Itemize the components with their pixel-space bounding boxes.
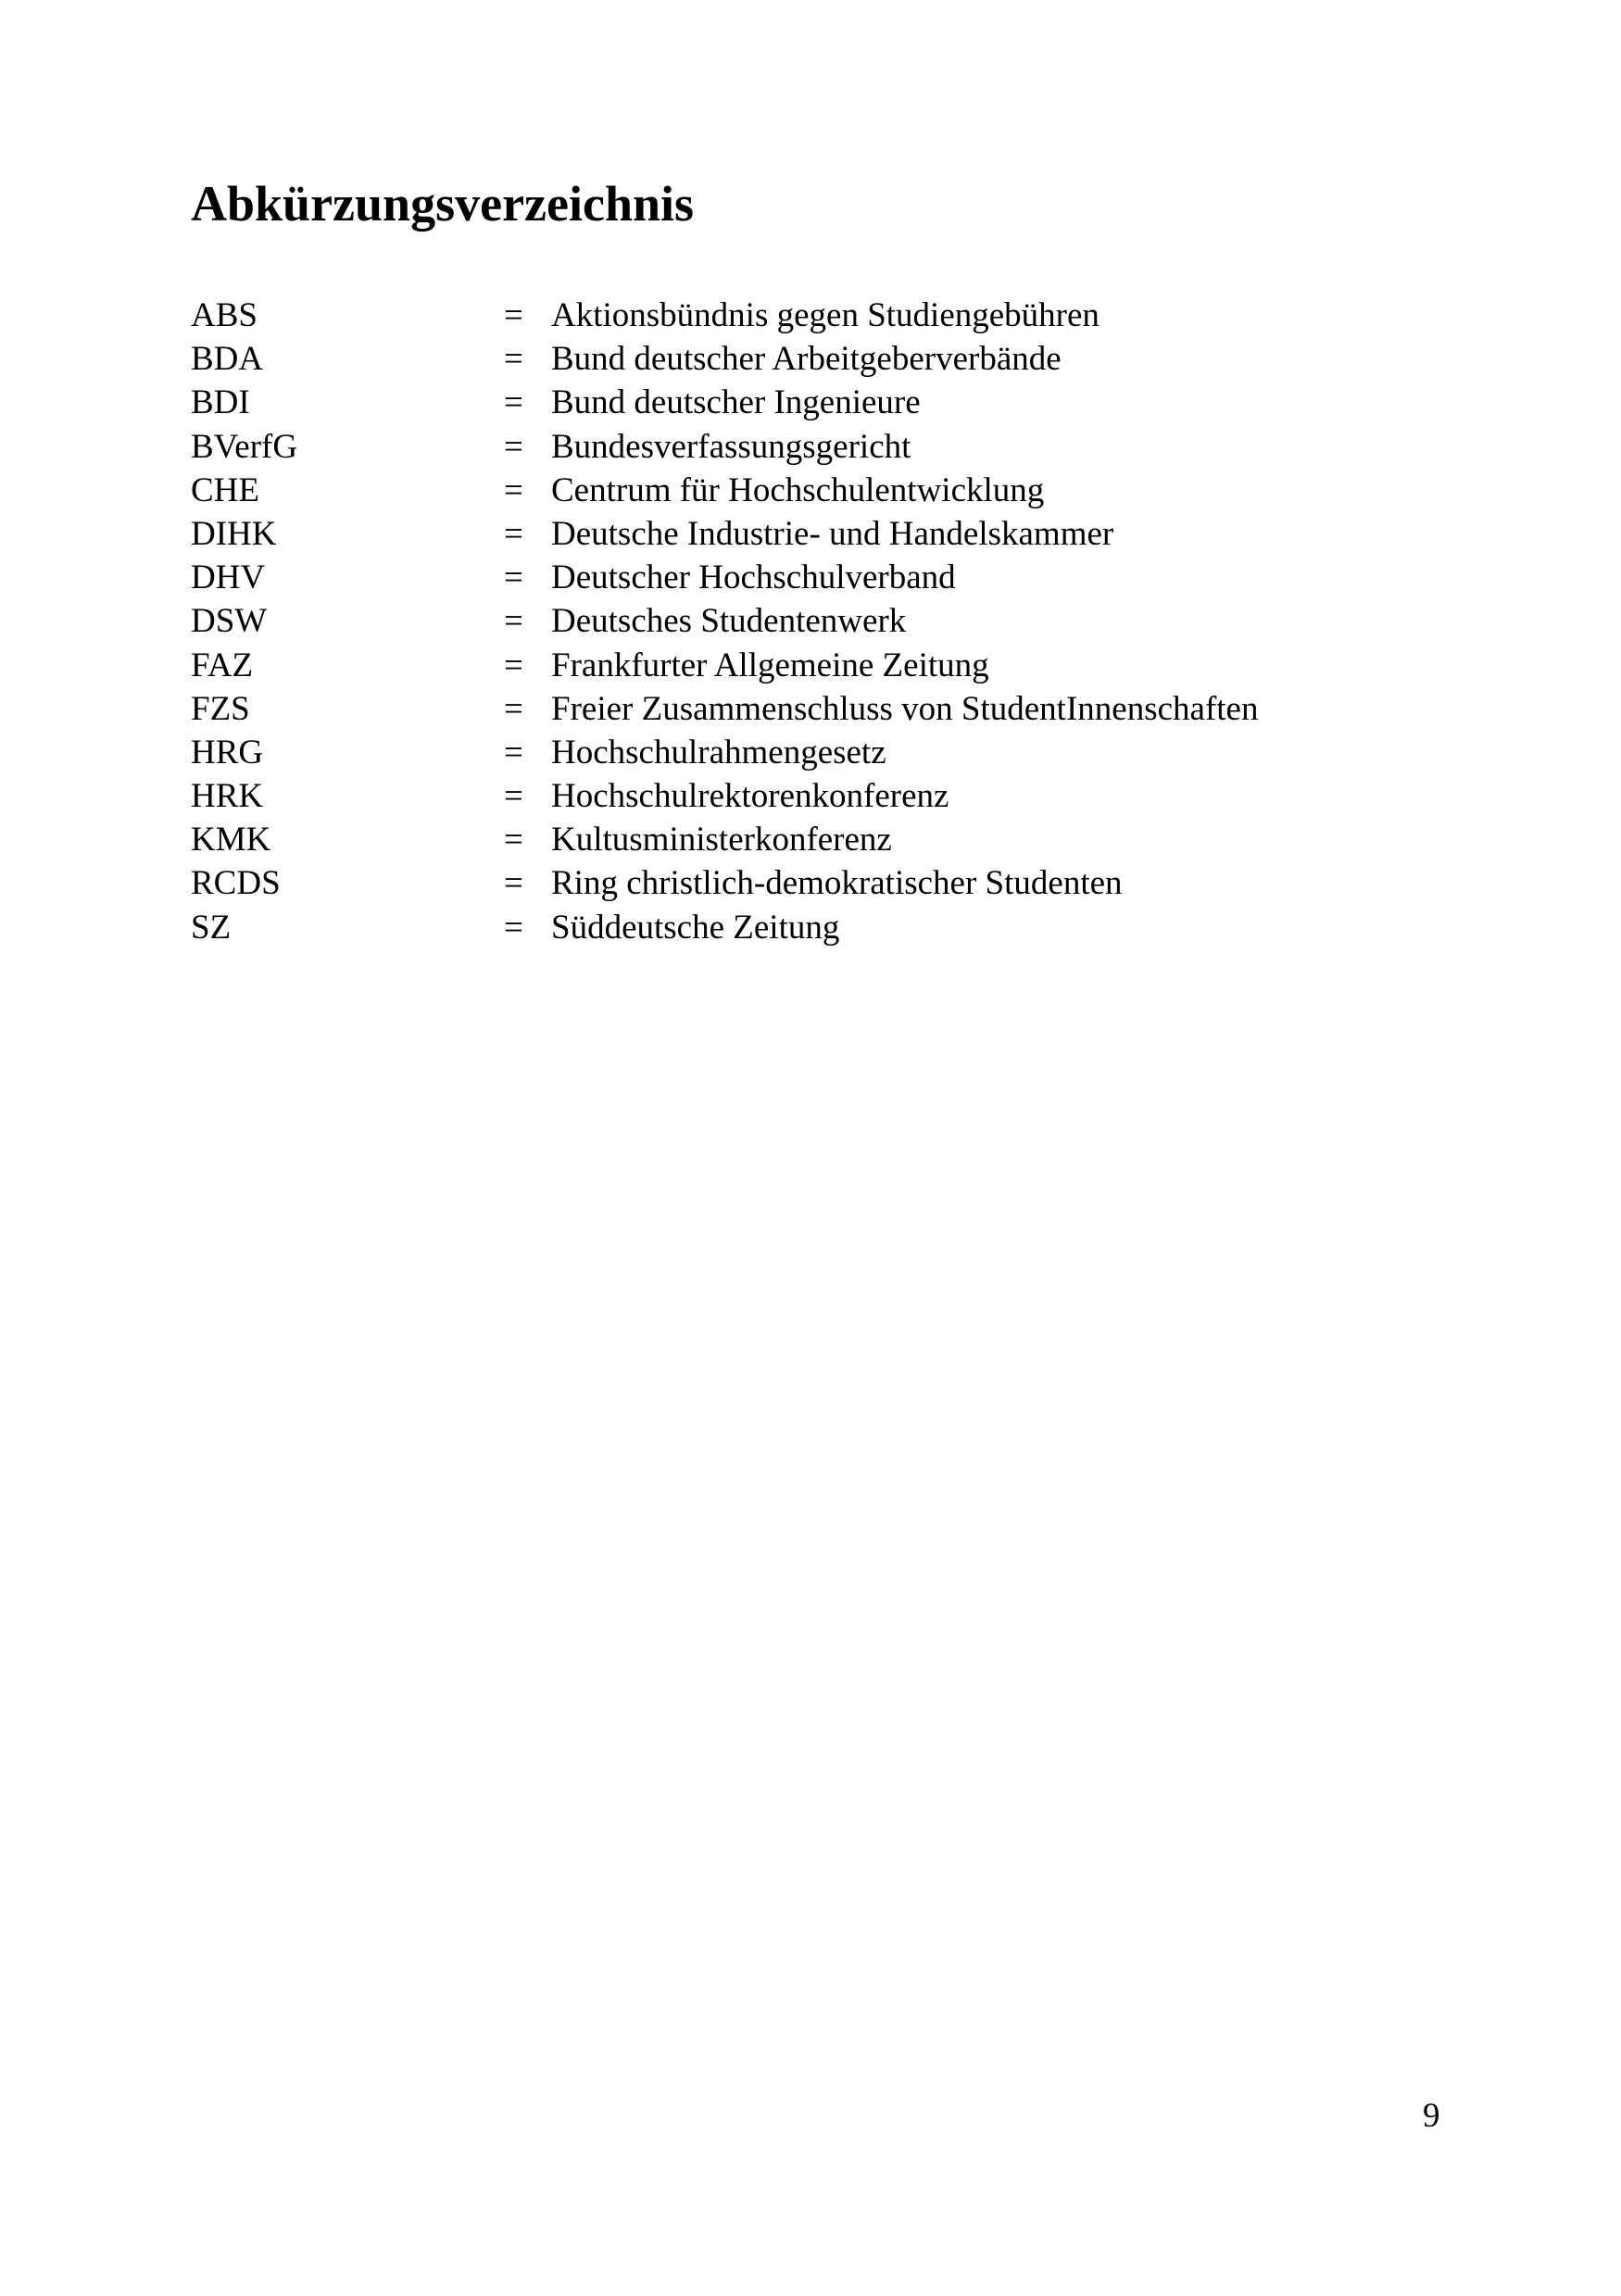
equals-sign: = bbox=[504, 558, 523, 597]
equals-sign: = bbox=[504, 470, 523, 509]
abbreviation-definition: Süddeutsche Zeitung bbox=[551, 908, 840, 947]
equals-sign: = bbox=[504, 689, 523, 728]
abbreviation-term: RCDS bbox=[191, 864, 281, 903]
abbreviation-row bbox=[191, 425, 1395, 469]
equals-sign: = bbox=[504, 514, 523, 553]
abbreviation-definition: Hochschulrektorenkonferenz bbox=[551, 777, 949, 816]
equals-sign: = bbox=[504, 908, 523, 947]
abbreviation-definition: Ring christlich-demokratischer Studenten bbox=[551, 864, 1123, 903]
abbreviation-term: ABS bbox=[191, 296, 258, 334]
equals-sign: = bbox=[504, 602, 523, 641]
abbreviation-row bbox=[191, 906, 1395, 949]
equals-sign: = bbox=[504, 427, 523, 466]
page-title: Abkürzungsverzeichnis bbox=[191, 176, 695, 232]
equals-sign: = bbox=[504, 340, 523, 379]
abbreviation-term: DHV bbox=[191, 558, 266, 597]
abbreviation-term: DIHK bbox=[191, 514, 277, 553]
abbreviation-row bbox=[191, 818, 1395, 861]
abbreviation-row bbox=[191, 294, 1395, 337]
abbreviation-row bbox=[191, 599, 1395, 643]
abbreviation-definition: Deutsche Industrie- und Handelskammer bbox=[551, 514, 1114, 553]
page-number: 9 bbox=[1423, 2097, 1440, 2135]
abbreviation-definition: Frankfurter Allgemeine Zeitung bbox=[551, 646, 989, 684]
abbreviation-row bbox=[191, 644, 1395, 687]
abbreviation-row bbox=[191, 861, 1395, 905]
abbreviation-row bbox=[191, 774, 1395, 818]
abbreviation-term: FZS bbox=[191, 689, 250, 728]
abbreviation-definition: Aktionsbündnis gegen Studiengebühren bbox=[551, 296, 1100, 334]
equals-sign: = bbox=[504, 296, 523, 334]
abbreviation-term: BDA bbox=[191, 340, 264, 379]
abbreviation-definition: Deutscher Hochschulverband bbox=[551, 558, 956, 597]
abbreviation-term: CHE bbox=[191, 470, 259, 509]
abbreviation-row bbox=[191, 337, 1395, 381]
abbreviation-term: KMK bbox=[191, 821, 271, 859]
abbreviation-list bbox=[191, 294, 1395, 949]
abbreviation-row bbox=[191, 731, 1395, 774]
equals-sign: = bbox=[504, 864, 523, 903]
abbreviation-term: BDI bbox=[191, 383, 250, 422]
abbreviation-term: HRK bbox=[191, 777, 264, 816]
abbreviation-term: BVerfG bbox=[191, 427, 298, 466]
abbreviation-row bbox=[191, 512, 1395, 556]
abbreviation-term: FAZ bbox=[191, 646, 254, 684]
abbreviation-term: HRG bbox=[191, 733, 264, 772]
abbreviation-row bbox=[191, 381, 1395, 424]
equals-sign: = bbox=[504, 821, 523, 859]
abbreviation-row bbox=[191, 556, 1395, 599]
abbreviation-definition: Kultusministerkonferenz bbox=[551, 821, 892, 859]
abbreviation-term: SZ bbox=[191, 908, 232, 947]
abbreviation-term: DSW bbox=[191, 602, 268, 641]
equals-sign: = bbox=[504, 383, 523, 422]
abbreviation-definition: Centrum für Hochschulentwicklung bbox=[551, 470, 1045, 509]
abbreviation-definition: Freier Zusammenschluss von StudentInnenschaften bbox=[551, 689, 1259, 728]
abbreviation-row bbox=[191, 469, 1395, 512]
abbreviation-definition: Hochschulrahmengesetz bbox=[551, 733, 886, 772]
equals-sign: = bbox=[504, 646, 523, 684]
abbreviation-definition: Bundesverfassungsgericht bbox=[551, 427, 911, 466]
equals-sign: = bbox=[504, 777, 523, 816]
abbreviation-definition: Bund deutscher Ingenieure bbox=[551, 383, 921, 422]
abbreviation-definition: Deutsches Studentenwerk bbox=[551, 602, 907, 641]
abbreviation-definition: Bund deutscher Arbeitgeberverbände bbox=[551, 340, 1062, 379]
abbreviation-row bbox=[191, 687, 1395, 731]
equals-sign: = bbox=[504, 733, 523, 772]
